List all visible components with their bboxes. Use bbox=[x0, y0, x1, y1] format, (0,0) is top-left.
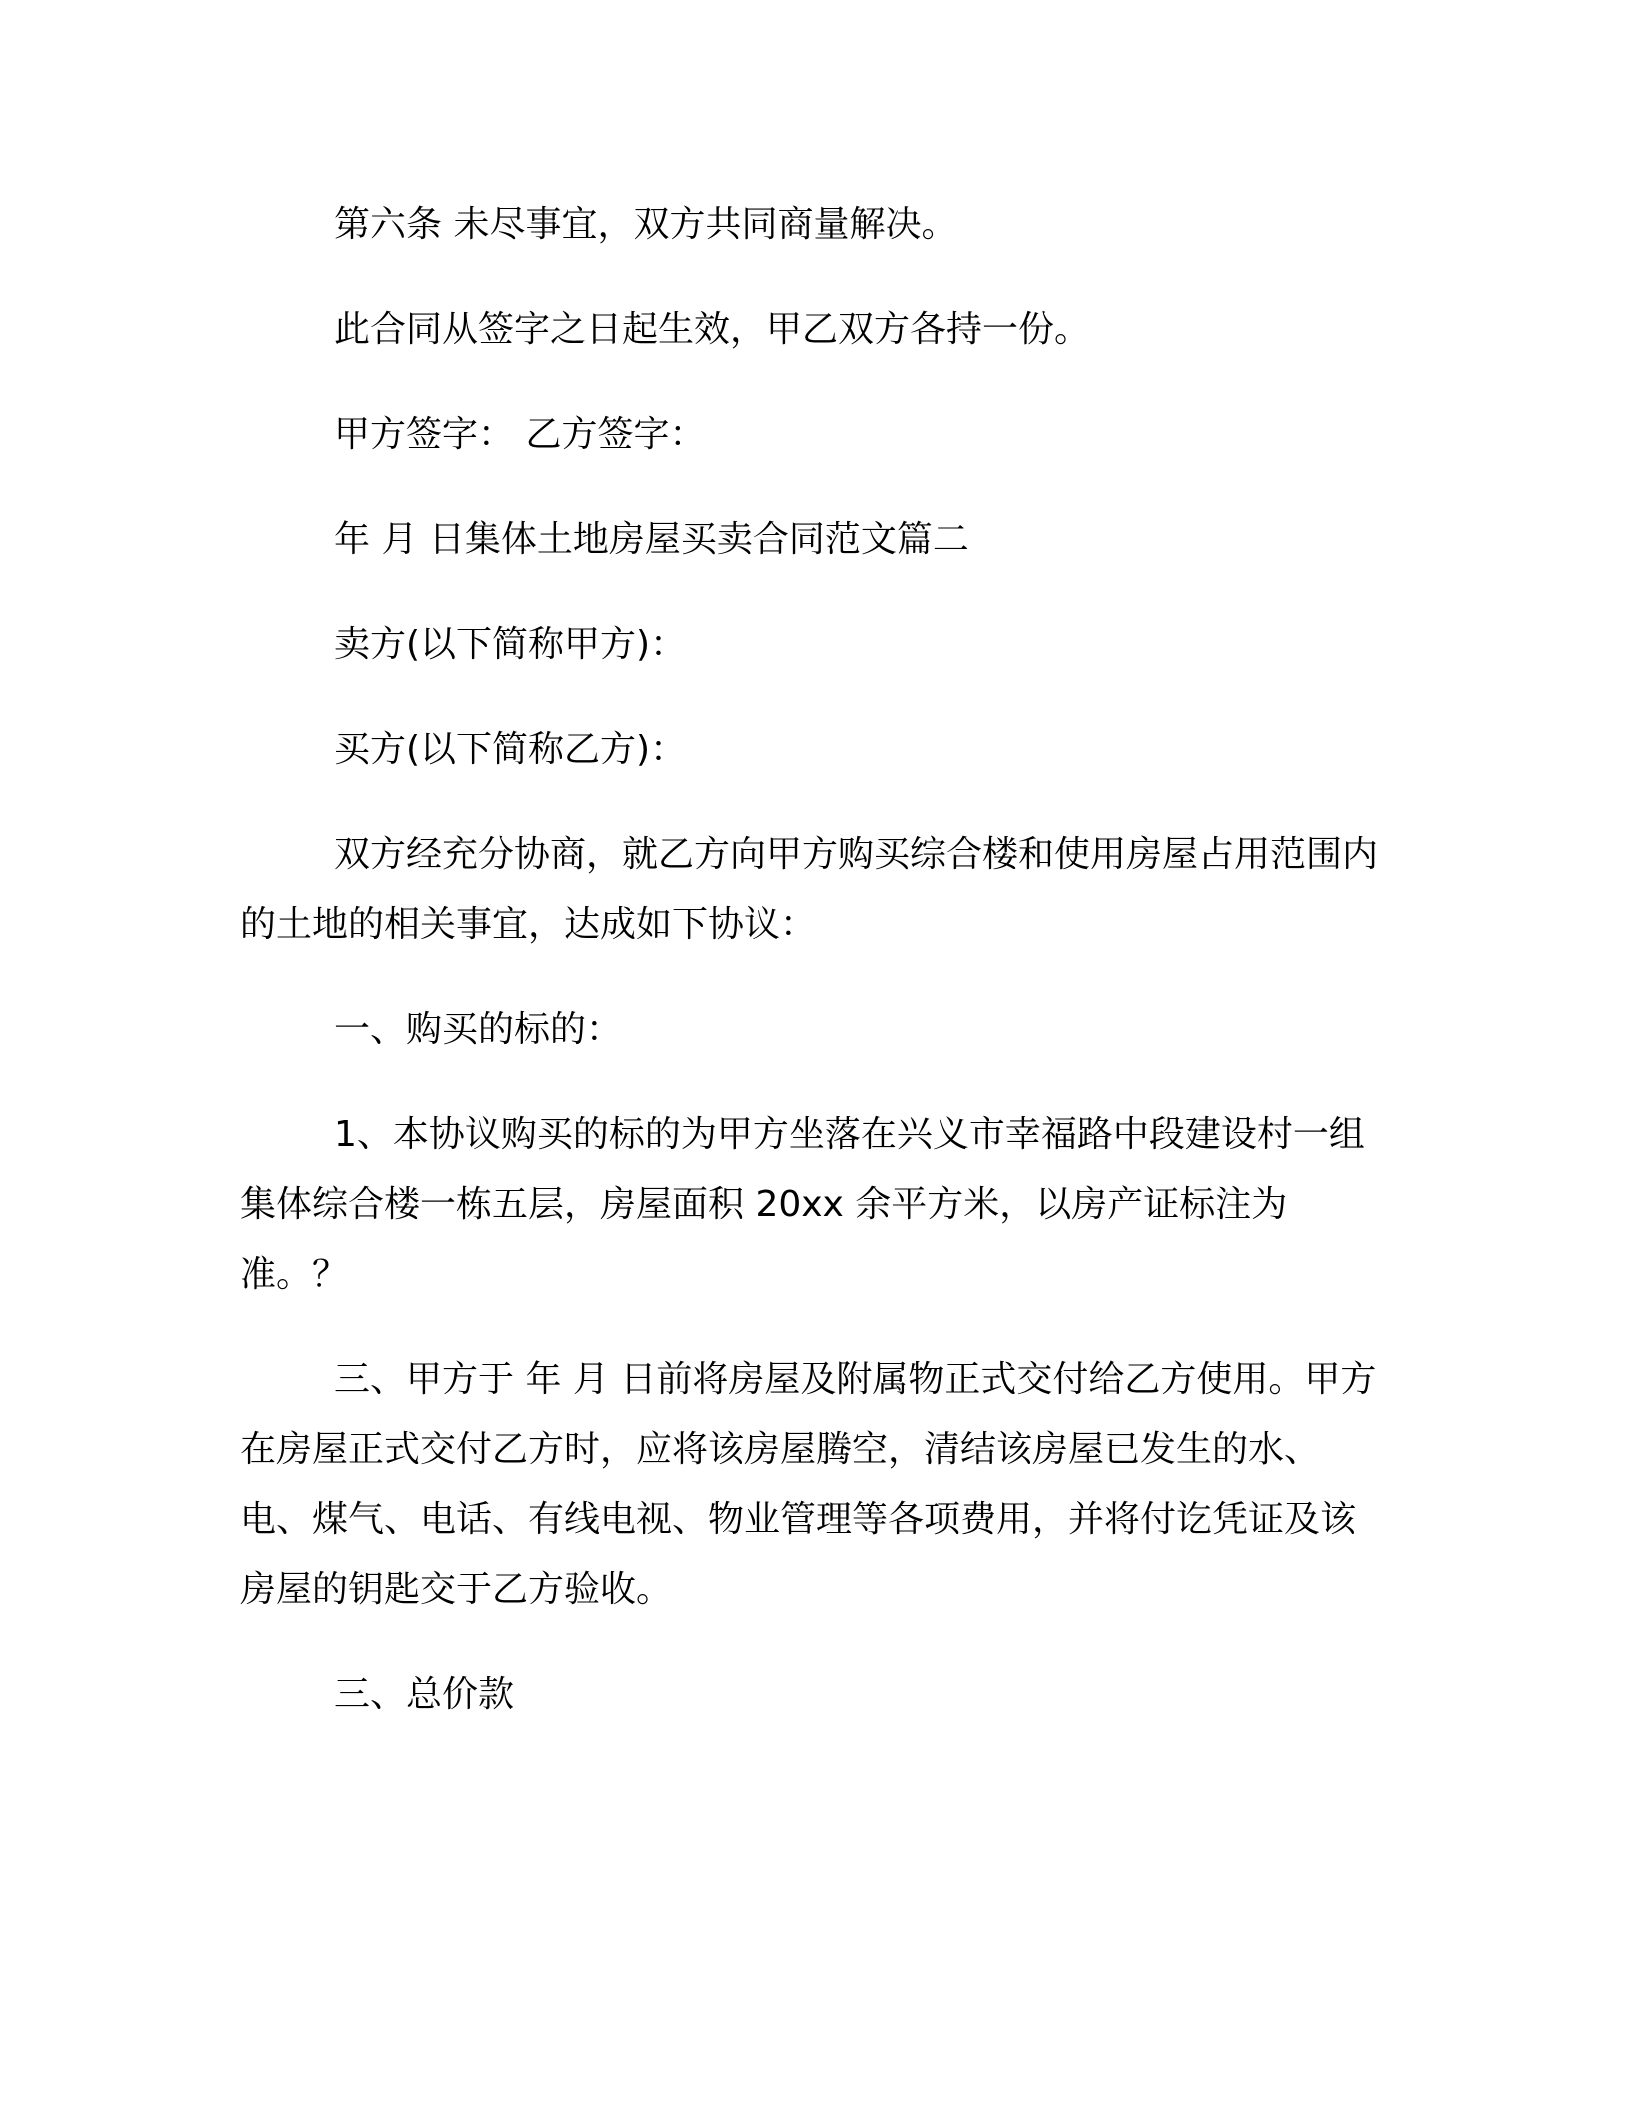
paragraph-item-1: 1、本协议购买的标的为甲方坐落在兴义市幸福路中段建设村一组集体综合楼一栋五层，房屋面积 20xx 余平方米，以房产证标注为准。？ bbox=[240, 1114, 1365, 1295]
paragraph-seller: 卖方(以下简称甲方)： bbox=[334, 624, 687, 665]
paragraph-date-and-title: 年 月 日集体土地房屋买卖合同范文篇二 bbox=[334, 519, 969, 560]
paragraph-buyer: 买方(以下简称乙方)： bbox=[334, 729, 687, 770]
paragraph-delivery-terms: 三、甲方于 年 月 日前将房屋及附属物正式交付给乙方使用。甲方在房屋正式交付乙方时，应将该房屋腾空，清结该房屋已发生的水、电、煤气、电话、有线电视、物业管理等各项费用，并将付讫凭证及该房屋的钥匙交于乙方验收。 bbox=[240, 1359, 1377, 1610]
paragraph-agreement-intro: 双方经充分协商，就乙方向甲方购买综合楼和使用房屋占用范围内的土地的相关事宜，达成如下协议： bbox=[240, 834, 1379, 945]
paragraph-signatures: 甲方签字： 乙方签字： bbox=[334, 414, 706, 455]
paragraph-article-6: 第六条 未尽事宜，双方共同商量解决。 bbox=[334, 204, 958, 245]
paragraph-effective-date: 此合同从签字之日起生效，甲乙双方各持一份。 bbox=[334, 309, 1091, 350]
document-body bbox=[240, 190, 1380, 1765]
paragraph-section-1-heading: 一、购买的标的： bbox=[334, 1009, 623, 1050]
paragraph-total-price-heading: 三、总价款 bbox=[334, 1674, 515, 1715]
